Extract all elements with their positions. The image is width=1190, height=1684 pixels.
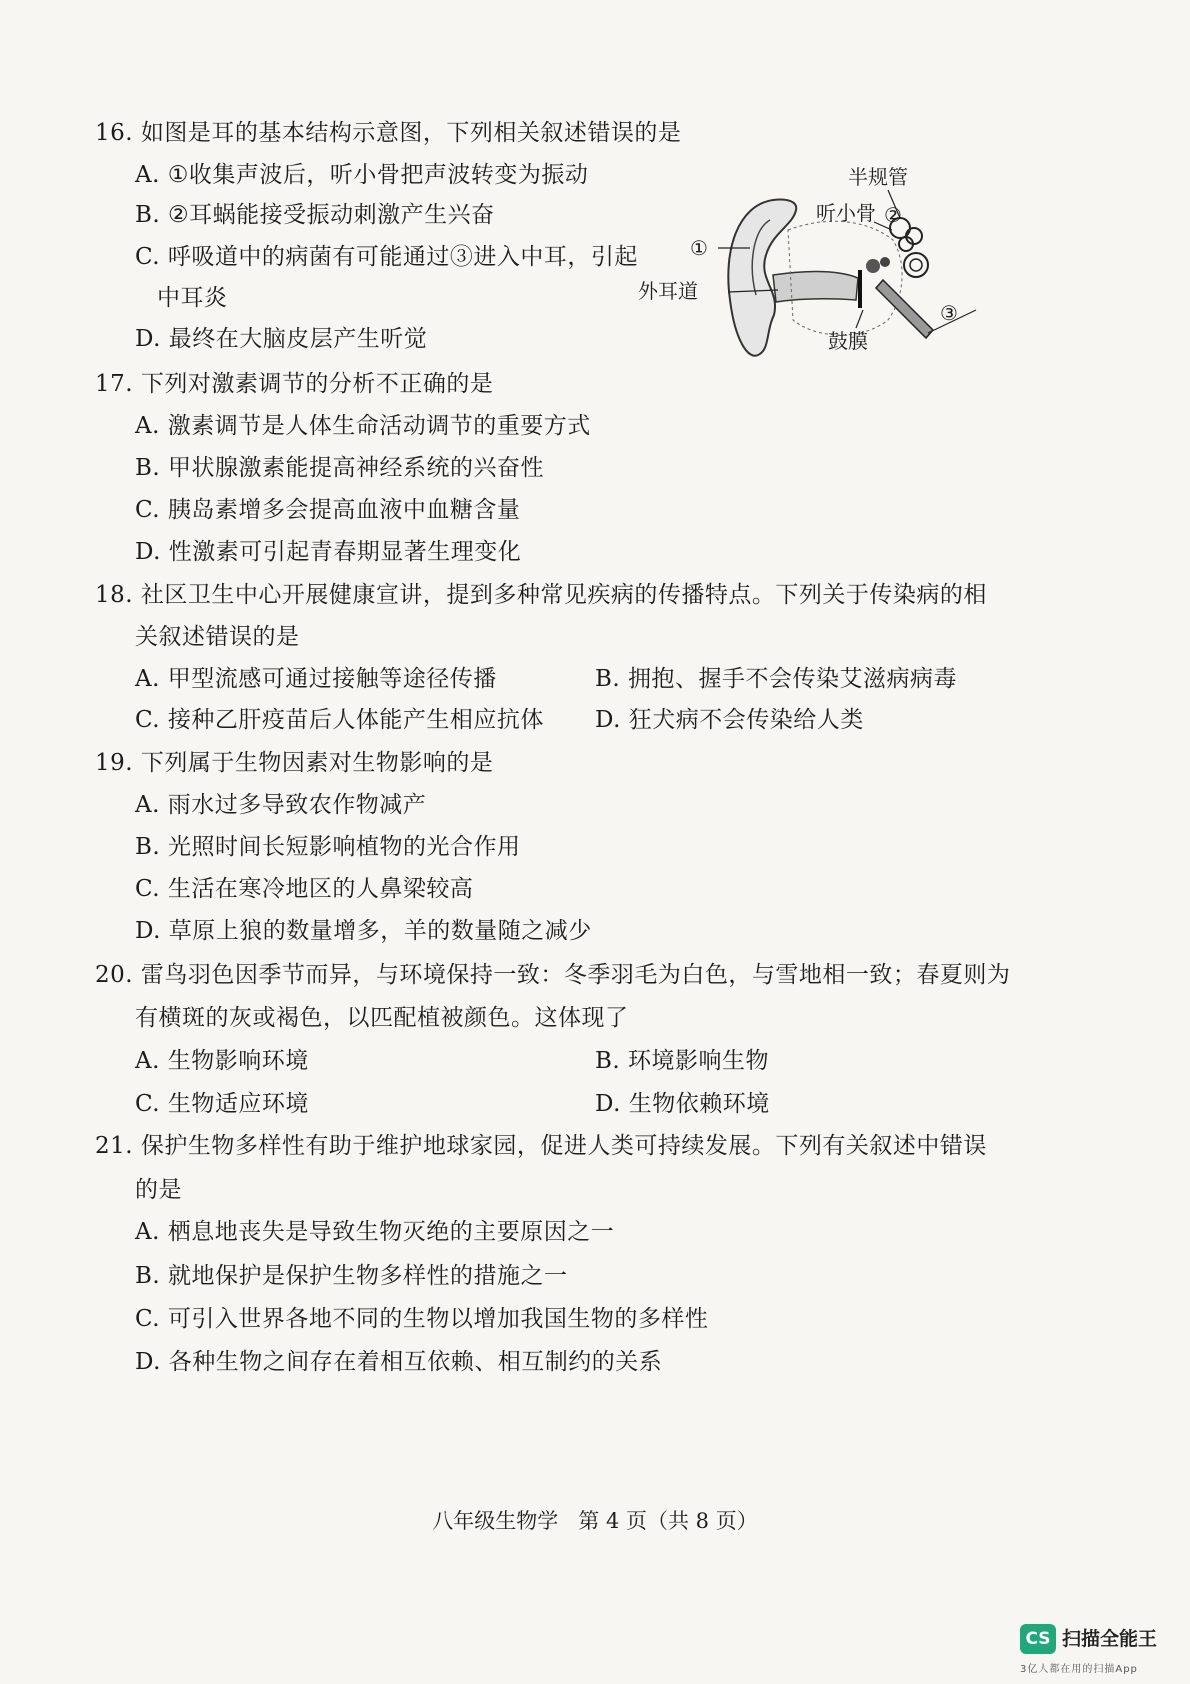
label-number-3: ③ (940, 301, 958, 325)
question-17-option-b: B. 甲状腺激素能提高神经系统的兴奋性 (135, 455, 545, 481)
question-16-option-b: B. ②耳蜗能接受振动刺激产生兴奋 (135, 202, 495, 228)
question-21-option-c: C. 可引入世界各地不同的生物以增加我国生物的多样性 (135, 1306, 709, 1332)
question-20-option-c: C. 生物适应环境 (135, 1091, 309, 1117)
question-17-stem: 17. 下列对激素调节的分析不正确的是 (95, 371, 494, 397)
question-21-stem-line-2: 的是 (135, 1177, 182, 1203)
label-number-2: ② (884, 203, 902, 227)
question-19-option-d: D. 草原上狼的数量增多，羊的数量随之减少 (135, 918, 592, 944)
question-20-stem-line-2: 有横斑的灰或褐色，以匹配植被颜色。这体现了 (135, 1005, 629, 1031)
question-19-option-a: A. 雨水过多导致农作物减产 (135, 792, 427, 818)
question-17-option-d: D. 性激素可引起青春期显著生理变化 (135, 539, 522, 565)
question-17-option-a: A. 激素调节是人体生命活动调节的重要方式 (135, 413, 591, 439)
question-16-option-c: C. 呼吸道中的病菌有可能通过③进入中耳，引起 (135, 244, 638, 270)
question-18-option-d: D. 狂犬病不会传染给人类 (595, 707, 864, 733)
scanner-watermark (1020, 1624, 1180, 1678)
question-20-stem-line-1: 20. 雷鸟羽色因季节而异，与环境保持一致：冬季羽毛为白色，与雪地相一致；春夏则为 (95, 962, 1011, 988)
question-19-option-b: B. 光照时间长短影响植物的光合作用 (135, 834, 521, 860)
question-16-option-c-cont: 中耳炎 (157, 285, 228, 311)
question-18-option-c: C. 接种乙肝疫苗后人体能产生相应抗体 (135, 707, 544, 733)
question-19-option-c: C. 生活在寒冷地区的人鼻梁较高 (135, 876, 474, 902)
question-20-option-b: B. 环境影响生物 (595, 1048, 770, 1074)
question-17-option-c: C. 胰岛素增多会提高血液中血糖含量 (135, 497, 521, 523)
label-number-1: ① (690, 236, 708, 260)
question-18-option-b: B. 拥抱、握手不会传染艾滋病病毒 (595, 666, 958, 692)
question-16-option-d: D. 最终在大脑皮层产生听觉 (135, 326, 428, 352)
question-21-stem-line-1: 21. 保护生物多样性有助于维护地球家园，促进人类可持续发展。下列有关叙述中错误 (95, 1133, 987, 1159)
question-16-option-a: A. ①收集声波后，听小骨把声波转变为振动 (135, 162, 589, 188)
question-18-option-a: A. 甲型流感可通过接触等途径传播 (135, 666, 497, 692)
page-footer: 八年级生物学 第 4 页（共 8 页） (432, 1509, 758, 1533)
leader-line-eardrum (856, 310, 863, 328)
ear-structure-figure (638, 165, 1038, 385)
ear-diagram (638, 165, 1038, 385)
question-19-stem: 19. 下列属于生物因素对生物影响的是 (95, 750, 494, 776)
question-21-option-b: B. 就地保护是保护生物多样性的措施之一 (135, 1263, 568, 1289)
question-18-stem-line-2: 关叙述错误的是 (135, 624, 300, 650)
question-21-option-a: A. 栖息地丧失是导致生物灭绝的主要原因之一 (135, 1219, 615, 1245)
question-18-stem-line-1: 18. 社区卫生中心开展健康宣讲，提到多种常见疾病的传播特点。下列关于传染病的相 (95, 582, 987, 608)
label-semicircular-canals: 半规管 (848, 165, 908, 189)
question-21-option-d: D. 各种生物之间存在着相互依赖、相互制约的关系 (135, 1349, 663, 1375)
scanner-logo: CS (1020, 1624, 1056, 1654)
label-eardrum: 鼓膜 (828, 329, 868, 353)
question-20-option-a: A. 生物影响环境 (135, 1048, 309, 1074)
question-20-option-d: D. 生物依赖环境 (595, 1091, 770, 1117)
label-ossicles: 听小骨 (816, 201, 876, 225)
scanner-app-name: 扫描全能王 (1062, 1628, 1158, 1650)
label-ear-canal: 外耳道 (638, 279, 698, 303)
scanner-tagline: 3亿人都在用的扫描App (1020, 1664, 1138, 1675)
question-16-stem: 16. 如图是耳的基本结构示意图，下列相关叙述错误的是 (95, 120, 682, 146)
